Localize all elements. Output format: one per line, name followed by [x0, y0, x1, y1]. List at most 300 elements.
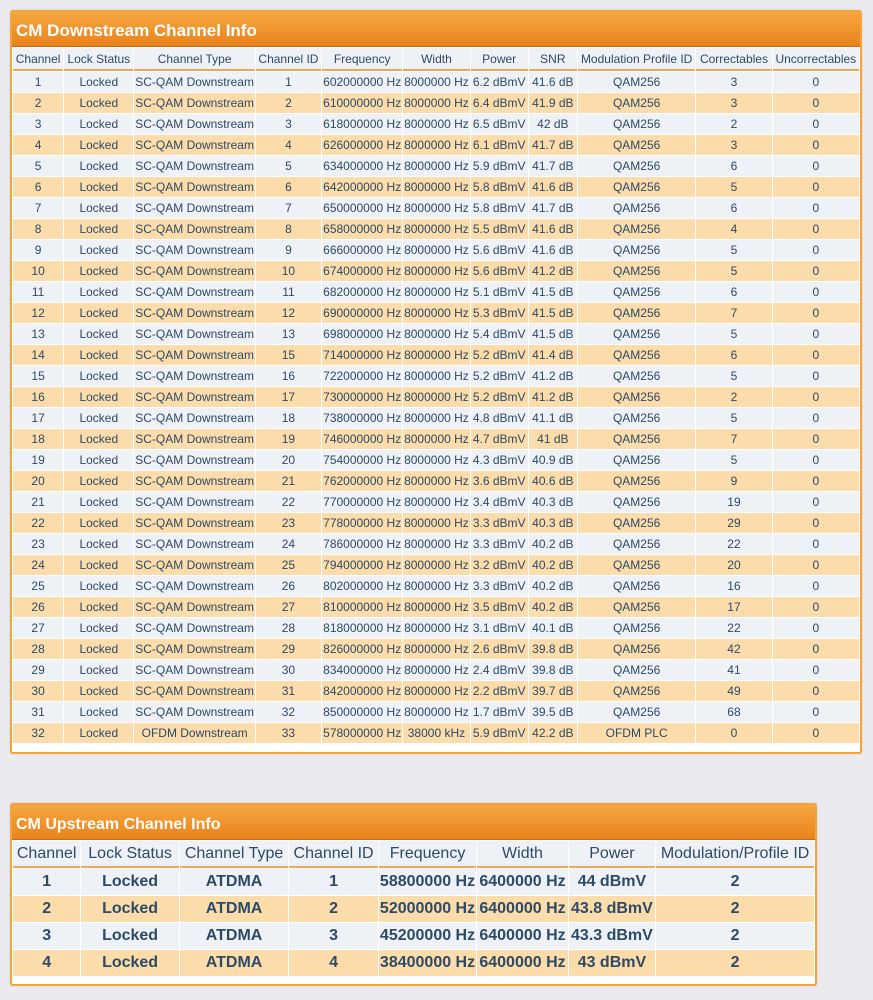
downstream-cell-power: 6.2 dBmV [471, 72, 528, 92]
downstream-cell-width: 8000000 Hz [403, 135, 469, 155]
downstream-cell-lock-status: Locked [64, 72, 133, 92]
downstream-cell-power: 5.3 dBmV [471, 303, 528, 323]
downstream-cell-channel-type: SC-QAM Downstream [134, 555, 254, 575]
downstream-cell-snr: 40.6 dB [529, 471, 577, 491]
downstream-cell-channel-id: 21 [256, 471, 321, 491]
downstream-cell-channel: 7 [13, 198, 63, 218]
downstream-cell-channel-type: OFDM Downstream [134, 723, 254, 743]
downstream-cell-channel: 13 [13, 324, 63, 344]
downstream-cell-uncorrectables: 0 [773, 345, 859, 365]
downstream-cell-channel-type: SC-QAM Downstream [134, 450, 254, 470]
downstream-cell-correctables: 3 [696, 72, 771, 92]
downstream-cell-channel: 6 [13, 177, 63, 197]
downstream-cell-channel-type: SC-QAM Downstream [134, 72, 254, 92]
downstream-cell-lock-status: Locked [64, 723, 133, 743]
downstream-cell-lock-status: Locked [64, 261, 133, 281]
table-row [13, 114, 859, 134]
upstream-cell-power: 43.8 dBmV [569, 896, 655, 922]
downstream-cell-snr: 41.7 dB [529, 156, 577, 176]
downstream-cell-channel-id: 6 [256, 177, 321, 197]
downstream-cell-lock-status: Locked [64, 240, 133, 260]
upstream-title: CM Upstream Channel Info [12, 805, 815, 840]
upstream-cell-lock-status: Locked [81, 869, 178, 895]
downstream-cell-lock-status: Locked [64, 660, 133, 680]
upstream-cell-channel-type: ATDMA [180, 950, 289, 976]
downstream-cell-channel: 27 [13, 618, 63, 638]
downstream-cell-uncorrectables: 0 [773, 492, 859, 512]
downstream-cell-channel: 17 [13, 408, 63, 428]
downstream-cell-modulation-profile-id: QAM256 [578, 114, 695, 134]
downstream-cell-power: 3.5 dBmV [471, 597, 528, 617]
downstream-cell-width: 8000000 Hz [403, 639, 469, 659]
downstream-cell-lock-status: Locked [64, 93, 133, 113]
upstream-cell-channel: 2 [13, 896, 80, 922]
downstream-cell-modulation-profile-id: QAM256 [578, 219, 695, 239]
downstream-cell-power: 1.7 dBmV [471, 702, 528, 722]
downstream-cell-lock-status: Locked [64, 366, 133, 386]
downstream-cell-channel-type: SC-QAM Downstream [134, 282, 254, 302]
downstream-cell-uncorrectables: 0 [773, 618, 859, 638]
downstream-cell-snr: 41.5 dB [529, 282, 577, 302]
upstream-cell-power: 43.3 dBmV [569, 923, 655, 949]
upstream-cell-channel-type: ATDMA [180, 923, 289, 949]
downstream-cell-frequency: 818000000 Hz [322, 618, 402, 638]
downstream-cell-power: 5.6 dBmV [471, 261, 528, 281]
table-row [13, 156, 859, 176]
upstream-cell-power: 43 dBmV [569, 950, 655, 976]
downstream-header-channel: Channel [13, 48, 63, 71]
downstream-cell-channel: 26 [13, 597, 63, 617]
downstream-cell-snr: 42 dB [529, 114, 577, 134]
downstream-cell-modulation-profile-id: QAM256 [578, 345, 695, 365]
downstream-cell-lock-status: Locked [64, 198, 133, 218]
downstream-cell-modulation-profile-id: QAM256 [578, 93, 695, 113]
downstream-cell-power: 4.3 dBmV [471, 450, 528, 470]
downstream-cell-frequency: 650000000 Hz [322, 198, 402, 218]
downstream-cell-modulation-profile-id: QAM256 [578, 513, 695, 533]
downstream-cell-uncorrectables: 0 [773, 324, 859, 344]
downstream-cell-power: 6.1 dBmV [471, 135, 528, 155]
downstream-cell-modulation-profile-id: QAM256 [578, 177, 695, 197]
downstream-cell-modulation-profile-id: QAM256 [578, 282, 695, 302]
downstream-cell-channel-type: SC-QAM Downstream [134, 303, 254, 323]
downstream-cell-uncorrectables: 0 [773, 240, 859, 260]
downstream-cell-correctables: 5 [696, 324, 771, 344]
table-row [13, 723, 859, 743]
downstream-cell-correctables: 41 [696, 660, 771, 680]
downstream-cell-uncorrectables: 0 [773, 261, 859, 281]
downstream-cell-uncorrectables: 0 [773, 114, 859, 134]
downstream-cell-width: 8000000 Hz [403, 282, 469, 302]
downstream-cell-channel-id: 3 [256, 114, 321, 134]
downstream-cell-frequency: 730000000 Hz [322, 387, 402, 407]
downstream-cell-correctables: 20 [696, 555, 771, 575]
downstream-cell-uncorrectables: 0 [773, 534, 859, 554]
downstream-cell-lock-status: Locked [64, 282, 133, 302]
downstream-cell-channel-id: 31 [256, 681, 321, 701]
downstream-cell-channel-type: SC-QAM Downstream [134, 702, 254, 722]
table-row [13, 660, 859, 680]
downstream-cell-channel-type: SC-QAM Downstream [134, 429, 254, 449]
downstream-cell-frequency: 618000000 Hz [322, 114, 402, 134]
downstream-table-body [13, 72, 859, 743]
downstream-cell-width: 8000000 Hz [403, 576, 469, 596]
downstream-cell-channel-type: SC-QAM Downstream [134, 114, 254, 134]
downstream-cell-channel-id: 24 [256, 534, 321, 554]
downstream-cell-correctables: 5 [696, 261, 771, 281]
downstream-cell-channel-id: 5 [256, 156, 321, 176]
downstream-cell-correctables: 5 [696, 240, 771, 260]
downstream-cell-channel-type: SC-QAM Downstream [134, 597, 254, 617]
downstream-header-correctables: Correctables [696, 48, 771, 71]
downstream-cell-width: 8000000 Hz [403, 450, 469, 470]
downstream-cell-modulation-profile-id: QAM256 [578, 555, 695, 575]
upstream-table [12, 840, 815, 977]
upstream-header-modulation-profile-id: Modulation/Profile ID [656, 841, 814, 868]
downstream-cell-snr: 41.2 dB [529, 366, 577, 386]
downstream-cell-correctables: 22 [696, 534, 771, 554]
downstream-cell-lock-status: Locked [64, 219, 133, 239]
downstream-cell-width: 8000000 Hz [403, 240, 469, 260]
downstream-cell-channel-id: 11 [256, 282, 321, 302]
downstream-cell-modulation-profile-id: QAM256 [578, 324, 695, 344]
downstream-cell-width: 8000000 Hz [403, 471, 469, 491]
downstream-cell-channel: 10 [13, 261, 63, 281]
downstream-cell-power: 3.3 dBmV [471, 576, 528, 596]
downstream-cell-channel-id: 19 [256, 429, 321, 449]
upstream-cell-width: 6400000 Hz [477, 869, 567, 895]
downstream-cell-correctables: 9 [696, 471, 771, 491]
downstream-cell-correctables: 42 [696, 639, 771, 659]
downstream-cell-lock-status: Locked [64, 597, 133, 617]
upstream-cell-width: 6400000 Hz [477, 950, 567, 976]
downstream-cell-channel-type: SC-QAM Downstream [134, 534, 254, 554]
downstream-cell-snr: 40.2 dB [529, 534, 577, 554]
downstream-cell-power: 5.1 dBmV [471, 282, 528, 302]
downstream-cell-channel-id: 10 [256, 261, 321, 281]
downstream-cell-lock-status: Locked [64, 513, 133, 533]
downstream-cell-uncorrectables: 0 [773, 597, 859, 617]
table-row [13, 408, 859, 428]
upstream-cell-lock-status: Locked [81, 923, 178, 949]
downstream-cell-lock-status: Locked [64, 156, 133, 176]
downstream-cell-modulation-profile-id: QAM256 [578, 471, 695, 491]
downstream-cell-modulation-profile-id: QAM256 [578, 639, 695, 659]
upstream-header-power: Power [569, 841, 655, 868]
downstream-cell-correctables: 4 [696, 219, 771, 239]
downstream-cell-channel-id: 12 [256, 303, 321, 323]
downstream-cell-power: 4.7 dBmV [471, 429, 528, 449]
upstream-cell-channel-id: 1 [289, 869, 377, 895]
downstream-cell-correctables: 7 [696, 429, 771, 449]
downstream-header-frequency: Frequency [322, 48, 402, 71]
downstream-cell-width: 8000000 Hz [403, 681, 469, 701]
table-row [13, 282, 859, 302]
downstream-cell-power: 5.9 dBmV [471, 156, 528, 176]
downstream-cell-modulation-profile-id: QAM256 [578, 681, 695, 701]
downstream-cell-lock-status: Locked [64, 135, 133, 155]
downstream-cell-width: 8000000 Hz [403, 72, 469, 92]
downstream-cell-uncorrectables: 0 [773, 303, 859, 323]
downstream-cell-power: 2.4 dBmV [471, 660, 528, 680]
downstream-cell-channel-id: 1 [256, 72, 321, 92]
downstream-cell-uncorrectables: 0 [773, 135, 859, 155]
downstream-cell-power: 5.9 dBmV [471, 723, 528, 743]
downstream-cell-frequency: 634000000 Hz [322, 156, 402, 176]
downstream-cell-lock-status: Locked [64, 534, 133, 554]
downstream-cell-snr: 40.3 dB [529, 513, 577, 533]
table-row [13, 555, 859, 575]
downstream-header-channel-type: Channel Type [134, 48, 254, 71]
downstream-cell-power: 3.3 dBmV [471, 534, 528, 554]
upstream-cell-power: 44 dBmV [569, 869, 655, 895]
table-row [13, 303, 859, 323]
downstream-cell-uncorrectables: 0 [773, 366, 859, 386]
downstream-cell-frequency: 746000000 Hz [322, 429, 402, 449]
downstream-cell-width: 8000000 Hz [403, 618, 469, 638]
upstream-panel [10, 803, 817, 986]
table-row [13, 135, 859, 155]
downstream-cell-modulation-profile-id: QAM256 [578, 156, 695, 176]
downstream-cell-width: 8000000 Hz [403, 492, 469, 512]
downstream-cell-channel: 3 [13, 114, 63, 134]
downstream-cell-width: 8000000 Hz [403, 114, 469, 134]
downstream-cell-channel-type: SC-QAM Downstream [134, 198, 254, 218]
downstream-cell-channel-id: 33 [256, 723, 321, 743]
table-row [13, 597, 859, 617]
downstream-cell-frequency: 826000000 Hz [322, 639, 402, 659]
downstream-cell-lock-status: Locked [64, 177, 133, 197]
downstream-cell-power: 3.3 dBmV [471, 513, 528, 533]
downstream-cell-uncorrectables: 0 [773, 576, 859, 596]
downstream-cell-snr: 41.6 dB [529, 240, 577, 260]
downstream-cell-correctables: 2 [696, 114, 771, 134]
downstream-cell-modulation-profile-id: QAM256 [578, 366, 695, 386]
downstream-cell-correctables: 68 [696, 702, 771, 722]
downstream-cell-channel-type: SC-QAM Downstream [134, 177, 254, 197]
table-row [13, 681, 859, 701]
downstream-cell-snr: 40.1 dB [529, 618, 577, 638]
downstream-cell-channel-type: SC-QAM Downstream [134, 513, 254, 533]
downstream-cell-channel-type: SC-QAM Downstream [134, 261, 254, 281]
downstream-cell-width: 8000000 Hz [403, 660, 469, 680]
downstream-cell-modulation-profile-id: OFDM PLC [578, 723, 695, 743]
downstream-cell-snr: 39.7 dB [529, 681, 577, 701]
upstream-cell-modulation-profile-id: 2 [656, 950, 814, 976]
upstream-header-channel: Channel [13, 841, 80, 868]
downstream-cell-correctables: 7 [696, 303, 771, 323]
downstream-cell-channel-type: SC-QAM Downstream [134, 639, 254, 659]
upstream-cell-channel-id: 4 [289, 950, 377, 976]
downstream-cell-power: 2.6 dBmV [471, 639, 528, 659]
table-row [13, 450, 859, 470]
downstream-cell-frequency: 786000000 Hz [322, 534, 402, 554]
downstream-cell-channel-id: 2 [256, 93, 321, 113]
downstream-cell-modulation-profile-id: QAM256 [578, 240, 695, 260]
downstream-cell-channel-id: 27 [256, 597, 321, 617]
downstream-cell-correctables: 17 [696, 597, 771, 617]
downstream-header-channel-id: Channel ID [256, 48, 321, 71]
table-row [13, 639, 859, 659]
upstream-cell-modulation-profile-id: 2 [656, 869, 814, 895]
downstream-cell-lock-status: Locked [64, 471, 133, 491]
downstream-cell-width: 8000000 Hz [403, 429, 469, 449]
downstream-cell-power: 5.2 dBmV [471, 387, 528, 407]
downstream-cell-snr: 41.7 dB [529, 198, 577, 218]
downstream-cell-channel-id: 4 [256, 135, 321, 155]
downstream-cell-frequency: 754000000 Hz [322, 450, 402, 470]
downstream-cell-modulation-profile-id: QAM256 [578, 618, 695, 638]
downstream-cell-frequency: 842000000 Hz [322, 681, 402, 701]
downstream-cell-power: 2.2 dBmV [471, 681, 528, 701]
table-row [13, 72, 859, 92]
downstream-cell-power: 5.4 dBmV [471, 324, 528, 344]
downstream-cell-channel-type: SC-QAM Downstream [134, 240, 254, 260]
table-row [13, 198, 859, 218]
table-row [13, 513, 859, 533]
upstream-cell-modulation-profile-id: 2 [656, 923, 814, 949]
upstream-header-row [13, 841, 814, 868]
table-row [13, 618, 859, 638]
downstream-cell-channel: 14 [13, 345, 63, 365]
downstream-cell-width: 8000000 Hz [403, 345, 469, 365]
table-row [13, 702, 859, 722]
downstream-cell-snr: 41.1 dB [529, 408, 577, 428]
downstream-cell-uncorrectables: 0 [773, 72, 859, 92]
downstream-cell-channel: 12 [13, 303, 63, 323]
downstream-cell-frequency: 626000000 Hz [322, 135, 402, 155]
downstream-title: CM Downstream Channel Info [12, 12, 860, 47]
downstream-cell-channel-id: 9 [256, 240, 321, 260]
downstream-cell-frequency: 602000000 Hz [322, 72, 402, 92]
downstream-cell-uncorrectables: 0 [773, 387, 859, 407]
downstream-cell-power: 6.5 dBmV [471, 114, 528, 134]
downstream-cell-frequency: 674000000 Hz [322, 261, 402, 281]
downstream-cell-frequency: 610000000 Hz [322, 93, 402, 113]
downstream-cell-uncorrectables: 0 [773, 429, 859, 449]
upstream-cell-frequency: 45200000 Hz [379, 923, 476, 949]
downstream-cell-snr: 41.2 dB [529, 387, 577, 407]
downstream-cell-uncorrectables: 0 [773, 450, 859, 470]
downstream-cell-width: 8000000 Hz [403, 534, 469, 554]
downstream-cell-channel-type: SC-QAM Downstream [134, 93, 254, 113]
table-row [13, 387, 859, 407]
downstream-cell-snr: 41.4 dB [529, 345, 577, 365]
downstream-cell-uncorrectables: 0 [773, 723, 859, 743]
downstream-cell-channel-id: 8 [256, 219, 321, 239]
downstream-cell-correctables: 19 [696, 492, 771, 512]
downstream-cell-channel-id: 20 [256, 450, 321, 470]
table-row [13, 345, 859, 365]
downstream-cell-channel-id: 15 [256, 345, 321, 365]
downstream-cell-width: 8000000 Hz [403, 324, 469, 344]
downstream-cell-power: 5.8 dBmV [471, 198, 528, 218]
downstream-cell-channel-type: SC-QAM Downstream [134, 387, 254, 407]
upstream-cell-channel: 3 [13, 923, 80, 949]
downstream-cell-snr: 40.2 dB [529, 555, 577, 575]
downstream-cell-correctables: 2 [696, 387, 771, 407]
downstream-cell-channel-id: 28 [256, 618, 321, 638]
downstream-cell-correctables: 5 [696, 450, 771, 470]
downstream-cell-power: 5.2 dBmV [471, 366, 528, 386]
downstream-cell-width: 8000000 Hz [403, 513, 469, 533]
downstream-cell-power: 3.4 dBmV [471, 492, 528, 512]
downstream-cell-lock-status: Locked [64, 429, 133, 449]
downstream-cell-uncorrectables: 0 [773, 408, 859, 428]
downstream-cell-frequency: 850000000 Hz [322, 702, 402, 722]
downstream-cell-modulation-profile-id: QAM256 [578, 492, 695, 512]
downstream-cell-lock-status: Locked [64, 702, 133, 722]
downstream-cell-channel: 4 [13, 135, 63, 155]
downstream-cell-modulation-profile-id: QAM256 [578, 576, 695, 596]
downstream-cell-snr: 41 dB [529, 429, 577, 449]
table-row [13, 896, 814, 922]
downstream-header-power: Power [471, 48, 528, 71]
downstream-cell-lock-status: Locked [64, 618, 133, 638]
downstream-cell-channel-type: SC-QAM Downstream [134, 492, 254, 512]
downstream-cell-snr: 41.7 dB [529, 135, 577, 155]
table-row [13, 324, 859, 344]
upstream-table-body [13, 869, 814, 976]
downstream-cell-correctables: 22 [696, 618, 771, 638]
downstream-cell-modulation-profile-id: QAM256 [578, 660, 695, 680]
downstream-cell-channel-id: 32 [256, 702, 321, 722]
downstream-cell-correctables: 49 [696, 681, 771, 701]
downstream-cell-channel-type: SC-QAM Downstream [134, 471, 254, 491]
upstream-cell-channel: 1 [13, 869, 80, 895]
downstream-cell-frequency: 722000000 Hz [322, 366, 402, 386]
downstream-cell-channel-id: 18 [256, 408, 321, 428]
downstream-cell-width: 8000000 Hz [403, 702, 469, 722]
upstream-cell-frequency: 38400000 Hz [379, 950, 476, 976]
downstream-cell-channel-id: 7 [256, 198, 321, 218]
downstream-cell-width: 8000000 Hz [403, 177, 469, 197]
downstream-cell-frequency: 770000000 Hz [322, 492, 402, 512]
downstream-cell-channel: 16 [13, 387, 63, 407]
upstream-header-width: Width [477, 841, 567, 868]
downstream-cell-modulation-profile-id: QAM256 [578, 597, 695, 617]
downstream-cell-modulation-profile-id: QAM256 [578, 135, 695, 155]
downstream-cell-correctables: 6 [696, 345, 771, 365]
downstream-cell-power: 5.2 dBmV [471, 345, 528, 365]
downstream-cell-frequency: 578000000 Hz [322, 723, 402, 743]
downstream-cell-correctables: 5 [696, 408, 771, 428]
downstream-cell-modulation-profile-id: QAM256 [578, 387, 695, 407]
downstream-cell-channel: 30 [13, 681, 63, 701]
downstream-cell-channel-id: 23 [256, 513, 321, 533]
downstream-cell-power: 3.2 dBmV [471, 555, 528, 575]
downstream-cell-channel-id: 29 [256, 639, 321, 659]
downstream-cell-uncorrectables: 0 [773, 513, 859, 533]
downstream-cell-channel: 8 [13, 219, 63, 239]
downstream-header-modulation-profile-id: Modulation Profile ID [578, 48, 695, 71]
table-row [13, 429, 859, 449]
downstream-header-row [13, 48, 859, 71]
downstream-cell-channel: 15 [13, 366, 63, 386]
downstream-cell-frequency: 794000000 Hz [322, 555, 402, 575]
downstream-cell-channel: 9 [13, 240, 63, 260]
upstream-header-channel-id: Channel ID [289, 841, 377, 868]
downstream-cell-power: 5.5 dBmV [471, 219, 528, 239]
downstream-cell-channel-id: 17 [256, 387, 321, 407]
downstream-cell-channel-type: SC-QAM Downstream [134, 324, 254, 344]
downstream-cell-snr: 41.6 dB [529, 177, 577, 197]
downstream-cell-uncorrectables: 0 [773, 660, 859, 680]
downstream-cell-lock-status: Locked [64, 639, 133, 659]
downstream-cell-channel: 29 [13, 660, 63, 680]
downstream-cell-channel: 5 [13, 156, 63, 176]
downstream-cell-lock-status: Locked [64, 555, 133, 575]
